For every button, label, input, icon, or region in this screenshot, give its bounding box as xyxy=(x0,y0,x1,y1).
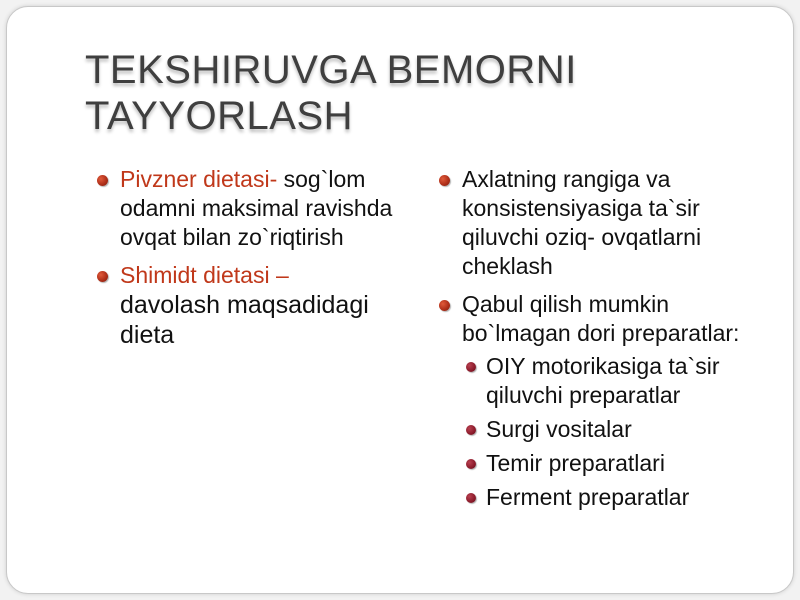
round-bullet-icon xyxy=(466,362,476,372)
stool-color-text: Axlatning rangiga va konsistensiyasiga ta`sir qiluvchi oziq- ovqatlarni cheklash xyxy=(462,166,702,279)
pivzner-diet-label: Pivzner dietasi- xyxy=(120,166,278,192)
slide xyxy=(6,6,794,594)
drug-sublist xyxy=(462,352,765,512)
round-bullet-icon xyxy=(466,493,476,503)
sublist-item xyxy=(462,449,765,478)
shimidt-diet-text: davolash maqsadidagi dieta xyxy=(120,291,369,349)
round-bullet-icon xyxy=(466,425,476,435)
shimidt-diet-label: Shimidt dietasi – xyxy=(120,262,289,288)
sublist-item-text: Surgi vositalar xyxy=(486,416,632,442)
round-bullet-icon xyxy=(97,271,108,282)
round-bullet-icon xyxy=(439,175,450,186)
list-item-shimidt xyxy=(93,261,419,350)
title-line-2: TAYYORLASH xyxy=(85,94,354,138)
sublist-item-text: Temir preparatlari xyxy=(486,450,665,476)
list-item-pivzner xyxy=(93,165,419,252)
round-bullet-icon xyxy=(466,459,476,469)
left-column xyxy=(93,165,419,359)
right-column xyxy=(435,165,765,521)
sublist-item-text: Ferment preparatlar xyxy=(486,484,690,510)
round-bullet-icon xyxy=(97,175,108,186)
pivzner-diet-text: sog`lom odamni maksimal ravishda ovqat bilan zo`riqtirish xyxy=(120,166,393,250)
sublist-item xyxy=(462,352,765,410)
sublist-item-text: OIY motorikasiga ta`sir qiluvchi preparatlar xyxy=(486,353,720,408)
forbidden-drugs-text: Qabul qilish mumkin bo`lmagan dori preparatlar: xyxy=(462,291,740,346)
sublist-item xyxy=(462,415,765,444)
sublist-item xyxy=(462,483,765,512)
title-line-1: TEKSHIRUVGA BEMORNI xyxy=(85,48,577,92)
list-item-forbidden-drugs xyxy=(435,290,765,512)
list-item-stool-color xyxy=(435,165,765,281)
round-bullet-icon xyxy=(439,300,450,311)
slide-title xyxy=(85,47,725,139)
